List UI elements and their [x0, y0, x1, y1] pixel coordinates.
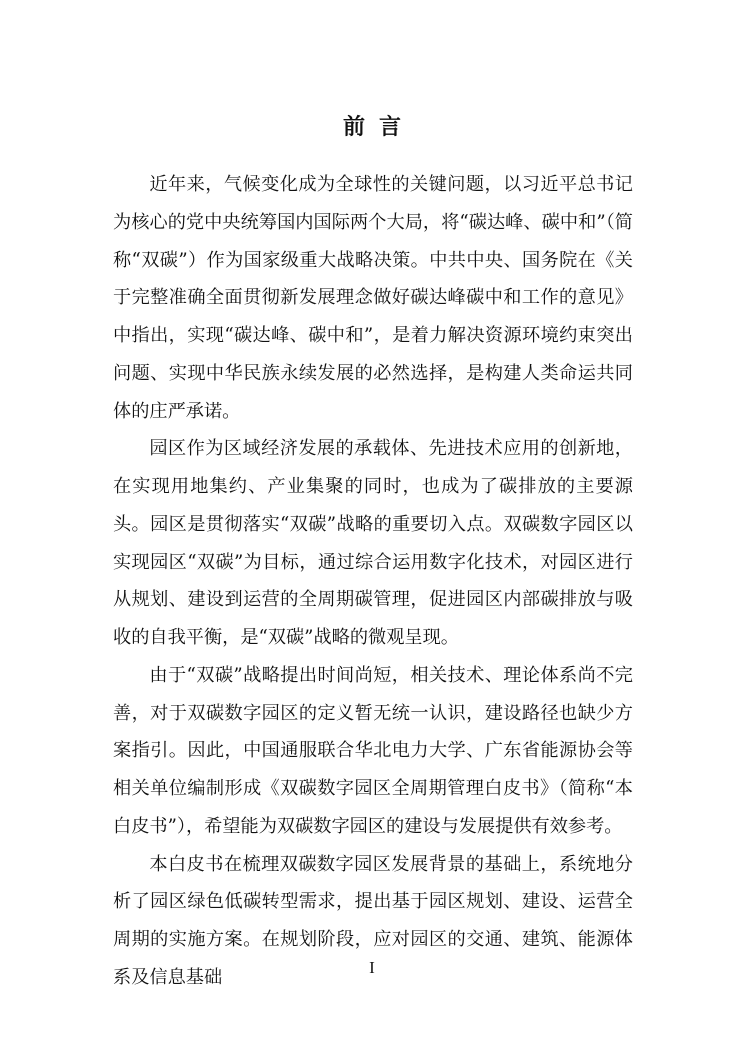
paragraph-1: 近年来，气候变化成为全球性的关键问题，以习近平总书记为核心的党中央统筹国内国际两个大局，将“碳达峰、碳中和”（简称“双碳”）作为国家级重大战略决策。中共中央、国务院在《关于完整准确全面贯彻新发展理念做好碳达峰碳中和工作的意见》中指出，实现“碳达峰、碳中和”，是着力解决资源环境约束突出问题、实现中华民族永续发展的必然选择，是构建人类命运共同体的庄严承诺。	[113, 174, 633, 422]
paragraph-3: 由于“双碳”战略提出时间尚短，相关技术、理论体系尚不完善，对于双碳数字园区的定义暂无统一认识，建设路径也缺少方案指引。因此，中国通服联合华北电力大学、广东省能源协会等相关单位编制形成《双碳数字园区全周期管理白皮书》（简称“本白皮书”），希望能为双碳数字园区的建设与发展提供有效参考。	[113, 664, 633, 837]
page-title: 前言	[342, 115, 415, 140]
page-number: I	[369, 958, 375, 977]
paragraph-2: 园区作为区域经济发展的承载体、先进技术应用的创新地，在实现用地集约、产业集聚的同时，也成为了碳排放的主要源头。园区是贯彻落实“双碳”战略的重要切入点。双碳数字园区以实现园区“双碳”为目标，通过综合运用数字化技术，对园区进行从规划、建设到运营的全周期碳管理，促进园区内部碳排放与吸收的自我平衡，是“双碳”战略的微观呈现。	[113, 438, 633, 648]
paragraph-4: 本白皮书在梳理双碳数字园区发展背景的基础上，系统地分析了园区绿色低碳转型需求，提出基于园区规划、建设、运营全周期的实施方案。在规划阶段，应对园区的交通、建筑、能源体系及信息基础	[113, 853, 633, 988]
document-body	[113, 166, 633, 997]
